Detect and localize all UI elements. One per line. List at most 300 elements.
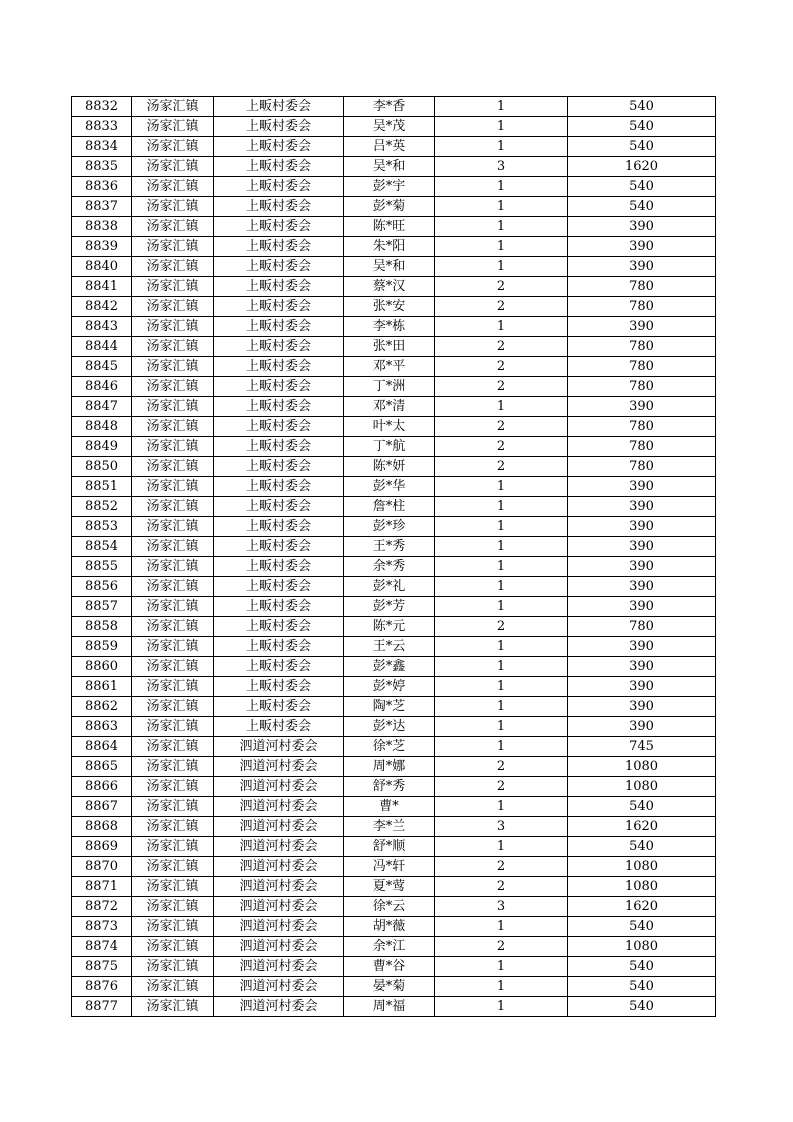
amount-cell: 780 <box>568 457 716 477</box>
row-number-cell: 8846 <box>72 377 132 397</box>
village-committee-cell: 泗道河村委会 <box>214 897 344 917</box>
village-committee-cell: 上畈村委会 <box>214 117 344 137</box>
table-row <box>72 597 716 617</box>
table-row <box>72 737 716 757</box>
town-cell: 汤家汇镇 <box>132 957 214 977</box>
row-number-cell: 8872 <box>72 897 132 917</box>
table-row <box>72 197 716 217</box>
count-cell: 2 <box>435 337 568 357</box>
town-cell: 汤家汇镇 <box>132 337 214 357</box>
amount-cell: 1080 <box>568 757 716 777</box>
count-cell: 1 <box>435 737 568 757</box>
amount-cell: 390 <box>568 717 716 737</box>
row-number-cell: 8863 <box>72 717 132 737</box>
count-cell: 2 <box>435 417 568 437</box>
name-cell: 彭*芳 <box>344 597 435 617</box>
table-row <box>72 177 716 197</box>
town-cell: 汤家汇镇 <box>132 837 214 857</box>
table-row <box>72 657 716 677</box>
town-cell: 汤家汇镇 <box>132 517 214 537</box>
village-committee-cell: 上畈村委会 <box>214 397 344 417</box>
table-row <box>72 637 716 657</box>
town-cell: 汤家汇镇 <box>132 997 214 1017</box>
village-committee-cell: 上畈村委会 <box>214 717 344 737</box>
village-committee-cell: 泗道河村委会 <box>214 997 344 1017</box>
amount-cell: 390 <box>568 497 716 517</box>
village-committee-cell: 上畈村委会 <box>214 357 344 377</box>
count-cell: 2 <box>435 297 568 317</box>
name-cell: 朱*阳 <box>344 237 435 257</box>
count-cell: 3 <box>435 897 568 917</box>
row-number-cell: 8866 <box>72 777 132 797</box>
count-cell: 1 <box>435 957 568 977</box>
amount-cell: 390 <box>568 517 716 537</box>
count-cell: 1 <box>435 257 568 277</box>
village-committee-cell: 上畈村委会 <box>214 597 344 617</box>
town-cell: 汤家汇镇 <box>132 197 214 217</box>
table-row <box>72 217 716 237</box>
name-cell: 吴*和 <box>344 157 435 177</box>
name-cell: 吕*英 <box>344 137 435 157</box>
row-number-cell: 8854 <box>72 537 132 557</box>
amount-cell: 540 <box>568 997 716 1017</box>
table-row <box>72 477 716 497</box>
row-number-cell: 8833 <box>72 117 132 137</box>
row-number-cell: 8834 <box>72 137 132 157</box>
town-cell: 汤家汇镇 <box>132 97 214 117</box>
name-cell: 徐*芝 <box>344 737 435 757</box>
table-row <box>72 557 716 577</box>
count-cell: 1 <box>435 97 568 117</box>
amount-cell: 540 <box>568 837 716 857</box>
count-cell: 2 <box>435 617 568 637</box>
amount-cell: 1080 <box>568 877 716 897</box>
amount-cell: 390 <box>568 317 716 337</box>
town-cell: 汤家汇镇 <box>132 697 214 717</box>
town-cell: 汤家汇镇 <box>132 977 214 997</box>
count-cell: 1 <box>435 657 568 677</box>
count-cell: 1 <box>435 177 568 197</box>
table-row <box>72 257 716 277</box>
amount-cell: 390 <box>568 677 716 697</box>
amount-cell: 540 <box>568 977 716 997</box>
row-number-cell: 8843 <box>72 317 132 337</box>
town-cell: 汤家汇镇 <box>132 717 214 737</box>
count-cell: 1 <box>435 577 568 597</box>
village-committee-cell: 泗道河村委会 <box>214 837 344 857</box>
row-number-cell: 8849 <box>72 437 132 457</box>
name-cell: 夏*莺 <box>344 877 435 897</box>
town-cell: 汤家汇镇 <box>132 117 214 137</box>
amount-cell: 540 <box>568 797 716 817</box>
town-cell: 汤家汇镇 <box>132 277 214 297</box>
name-cell: 周*娜 <box>344 757 435 777</box>
town-cell: 汤家汇镇 <box>132 657 214 677</box>
village-committee-cell: 泗道河村委会 <box>214 797 344 817</box>
name-cell: 蔡*汉 <box>344 277 435 297</box>
name-cell: 彭*菊 <box>344 197 435 217</box>
town-cell: 汤家汇镇 <box>132 457 214 477</box>
table-row <box>72 797 716 817</box>
name-cell: 丁*航 <box>344 437 435 457</box>
village-committee-cell: 上畈村委会 <box>214 297 344 317</box>
table-row <box>72 417 716 437</box>
row-number-cell: 8850 <box>72 457 132 477</box>
count-cell: 1 <box>435 497 568 517</box>
row-number-cell: 8862 <box>72 697 132 717</box>
amount-cell: 540 <box>568 137 716 157</box>
data-table <box>71 96 716 1017</box>
village-committee-cell: 泗道河村委会 <box>214 977 344 997</box>
count-cell: 1 <box>435 797 568 817</box>
table-row <box>72 697 716 717</box>
town-cell: 汤家汇镇 <box>132 357 214 377</box>
town-cell: 汤家汇镇 <box>132 497 214 517</box>
name-cell: 邓*清 <box>344 397 435 417</box>
town-cell: 汤家汇镇 <box>132 217 214 237</box>
count-cell: 1 <box>435 917 568 937</box>
name-cell: 吴*茂 <box>344 117 435 137</box>
table-row <box>72 337 716 357</box>
table-row <box>72 997 716 1017</box>
village-committee-cell: 泗道河村委会 <box>214 877 344 897</box>
name-cell: 舒*秀 <box>344 777 435 797</box>
name-cell: 彭*华 <box>344 477 435 497</box>
count-cell: 1 <box>435 697 568 717</box>
town-cell: 汤家汇镇 <box>132 377 214 397</box>
count-cell: 3 <box>435 817 568 837</box>
row-number-cell: 8868 <box>72 817 132 837</box>
village-committee-cell: 上畈村委会 <box>214 137 344 157</box>
row-number-cell: 8844 <box>72 337 132 357</box>
village-committee-cell: 泗道河村委会 <box>214 957 344 977</box>
name-cell: 王*秀 <box>344 537 435 557</box>
row-number-cell: 8836 <box>72 177 132 197</box>
count-cell: 1 <box>435 557 568 577</box>
name-cell: 邓*平 <box>344 357 435 377</box>
village-committee-cell: 上畈村委会 <box>214 257 344 277</box>
village-committee-cell: 上畈村委会 <box>214 577 344 597</box>
count-cell: 1 <box>435 237 568 257</box>
count-cell: 2 <box>435 777 568 797</box>
row-number-cell: 8835 <box>72 157 132 177</box>
row-number-cell: 8864 <box>72 737 132 757</box>
village-committee-cell: 上畈村委会 <box>214 657 344 677</box>
count-cell: 1 <box>435 717 568 737</box>
amount-cell: 390 <box>568 257 716 277</box>
village-committee-cell: 泗道河村委会 <box>214 917 344 937</box>
table-row <box>72 117 716 137</box>
amount-cell: 540 <box>568 917 716 937</box>
row-number-cell: 8861 <box>72 677 132 697</box>
name-cell: 舒*顺 <box>344 837 435 857</box>
name-cell: 徐*云 <box>344 897 435 917</box>
count-cell: 1 <box>435 677 568 697</box>
name-cell: 陶*芝 <box>344 697 435 717</box>
count-cell: 1 <box>435 197 568 217</box>
name-cell: 彭*鑫 <box>344 657 435 677</box>
table-row <box>72 97 716 117</box>
table-row <box>72 517 716 537</box>
name-cell: 彭*宇 <box>344 177 435 197</box>
row-number-cell: 8832 <box>72 97 132 117</box>
name-cell: 陈*妍 <box>344 457 435 477</box>
table-row <box>72 957 716 977</box>
town-cell: 汤家汇镇 <box>132 637 214 657</box>
row-number-cell: 8860 <box>72 657 132 677</box>
name-cell: 余*秀 <box>344 557 435 577</box>
table-body <box>72 97 716 1017</box>
table-row <box>72 817 716 837</box>
town-cell: 汤家汇镇 <box>132 597 214 617</box>
table-row <box>72 357 716 377</box>
town-cell: 汤家汇镇 <box>132 417 214 437</box>
name-cell: 曹*谷 <box>344 957 435 977</box>
table-row <box>72 237 716 257</box>
count-cell: 1 <box>435 477 568 497</box>
count-cell: 1 <box>435 117 568 137</box>
town-cell: 汤家汇镇 <box>132 317 214 337</box>
town-cell: 汤家汇镇 <box>132 677 214 697</box>
village-committee-cell: 泗道河村委会 <box>214 857 344 877</box>
village-committee-cell: 泗道河村委会 <box>214 737 344 757</box>
row-number-cell: 8870 <box>72 857 132 877</box>
village-committee-cell: 泗道河村委会 <box>214 777 344 797</box>
row-number-cell: 8873 <box>72 917 132 937</box>
amount-cell: 390 <box>568 577 716 597</box>
table-row <box>72 917 716 937</box>
amount-cell: 390 <box>568 537 716 557</box>
name-cell: 彭*婷 <box>344 677 435 697</box>
table-row <box>72 157 716 177</box>
row-number-cell: 8877 <box>72 997 132 1017</box>
name-cell: 陈*旺 <box>344 217 435 237</box>
count-cell: 3 <box>435 157 568 177</box>
count-cell: 2 <box>435 757 568 777</box>
row-number-cell: 8837 <box>72 197 132 217</box>
village-committee-cell: 上畈村委会 <box>214 377 344 397</box>
town-cell: 汤家汇镇 <box>132 797 214 817</box>
town-cell: 汤家汇镇 <box>132 557 214 577</box>
village-committee-cell: 上畈村委会 <box>214 217 344 237</box>
name-cell: 彭*珍 <box>344 517 435 537</box>
town-cell: 汤家汇镇 <box>132 537 214 557</box>
town-cell: 汤家汇镇 <box>132 617 214 637</box>
amount-cell: 540 <box>568 117 716 137</box>
count-cell: 1 <box>435 397 568 417</box>
town-cell: 汤家汇镇 <box>132 777 214 797</box>
town-cell: 汤家汇镇 <box>132 297 214 317</box>
village-committee-cell: 泗道河村委会 <box>214 817 344 837</box>
amount-cell: 390 <box>568 477 716 497</box>
village-committee-cell: 上畈村委会 <box>214 697 344 717</box>
row-number-cell: 8848 <box>72 417 132 437</box>
count-cell: 2 <box>435 437 568 457</box>
table-row <box>72 497 716 517</box>
table-row <box>72 897 716 917</box>
town-cell: 汤家汇镇 <box>132 437 214 457</box>
village-committee-cell: 上畈村委会 <box>214 557 344 577</box>
town-cell: 汤家汇镇 <box>132 937 214 957</box>
name-cell: 冯*轩 <box>344 857 435 877</box>
row-number-cell: 8842 <box>72 297 132 317</box>
name-cell: 李*香 <box>344 97 435 117</box>
count-cell: 1 <box>435 317 568 337</box>
village-committee-cell: 上畈村委会 <box>214 497 344 517</box>
count-cell: 2 <box>435 377 568 397</box>
village-committee-cell: 上畈村委会 <box>214 477 344 497</box>
name-cell: 詹*柱 <box>344 497 435 517</box>
table-row <box>72 277 716 297</box>
village-committee-cell: 上畈村委会 <box>214 457 344 477</box>
amount-cell: 390 <box>568 637 716 657</box>
table-row <box>72 537 716 557</box>
row-number-cell: 8852 <box>72 497 132 517</box>
village-committee-cell: 泗道河村委会 <box>214 757 344 777</box>
name-cell: 吴*和 <box>344 257 435 277</box>
row-number-cell: 8865 <box>72 757 132 777</box>
village-committee-cell: 上畈村委会 <box>214 417 344 437</box>
row-number-cell: 8839 <box>72 237 132 257</box>
name-cell: 余*江 <box>344 937 435 957</box>
town-cell: 汤家汇镇 <box>132 237 214 257</box>
table-row <box>72 317 716 337</box>
row-number-cell: 8840 <box>72 257 132 277</box>
town-cell: 汤家汇镇 <box>132 917 214 937</box>
village-committee-cell: 上畈村委会 <box>214 437 344 457</box>
amount-cell: 390 <box>568 597 716 617</box>
village-committee-cell: 上畈村委会 <box>214 637 344 657</box>
town-cell: 汤家汇镇 <box>132 897 214 917</box>
count-cell: 2 <box>435 277 568 297</box>
count-cell: 2 <box>435 857 568 877</box>
table-row <box>72 937 716 957</box>
village-committee-cell: 泗道河村委会 <box>214 937 344 957</box>
village-committee-cell: 上畈村委会 <box>214 97 344 117</box>
name-cell: 晏*菊 <box>344 977 435 997</box>
table-row <box>72 577 716 597</box>
count-cell: 1 <box>435 837 568 857</box>
amount-cell: 780 <box>568 617 716 637</box>
name-cell: 彭*礼 <box>344 577 435 597</box>
table-row <box>72 437 716 457</box>
town-cell: 汤家汇镇 <box>132 817 214 837</box>
amount-cell: 1080 <box>568 937 716 957</box>
amount-cell: 780 <box>568 417 716 437</box>
amount-cell: 1620 <box>568 897 716 917</box>
amount-cell: 390 <box>568 557 716 577</box>
count-cell: 2 <box>435 357 568 377</box>
row-number-cell: 8841 <box>72 277 132 297</box>
name-cell: 王*云 <box>344 637 435 657</box>
count-cell: 2 <box>435 457 568 477</box>
amount-cell: 1620 <box>568 157 716 177</box>
amount-cell: 780 <box>568 297 716 317</box>
amount-cell: 540 <box>568 957 716 977</box>
name-cell: 陈*元 <box>344 617 435 637</box>
amount-cell: 780 <box>568 277 716 297</box>
count-cell: 1 <box>435 637 568 657</box>
table-row <box>72 397 716 417</box>
town-cell: 汤家汇镇 <box>132 157 214 177</box>
village-committee-cell: 上畈村委会 <box>214 177 344 197</box>
name-cell: 张*安 <box>344 297 435 317</box>
village-committee-cell: 上畈村委会 <box>214 537 344 557</box>
row-number-cell: 8851 <box>72 477 132 497</box>
village-committee-cell: 上畈村委会 <box>214 237 344 257</box>
town-cell: 汤家汇镇 <box>132 737 214 757</box>
village-committee-cell: 上畈村委会 <box>214 517 344 537</box>
amount-cell: 780 <box>568 337 716 357</box>
count-cell: 1 <box>435 977 568 997</box>
row-number-cell: 8874 <box>72 937 132 957</box>
village-committee-cell: 上畈村委会 <box>214 337 344 357</box>
village-committee-cell: 上畈村委会 <box>214 277 344 297</box>
amount-cell: 390 <box>568 657 716 677</box>
row-number-cell: 8838 <box>72 217 132 237</box>
amount-cell: 1080 <box>568 777 716 797</box>
amount-cell: 780 <box>568 357 716 377</box>
row-number-cell: 8871 <box>72 877 132 897</box>
row-number-cell: 8857 <box>72 597 132 617</box>
table-row <box>72 677 716 697</box>
town-cell: 汤家汇镇 <box>132 877 214 897</box>
name-cell: 胡*薇 <box>344 917 435 937</box>
table-row <box>72 877 716 897</box>
amount-cell: 390 <box>568 397 716 417</box>
village-committee-cell: 上畈村委会 <box>214 197 344 217</box>
count-cell: 1 <box>435 517 568 537</box>
table-row <box>72 717 716 737</box>
count-cell: 1 <box>435 537 568 557</box>
row-number-cell: 8856 <box>72 577 132 597</box>
table-row <box>72 617 716 637</box>
name-cell: 周*福 <box>344 997 435 1017</box>
amount-cell: 540 <box>568 97 716 117</box>
amount-cell: 780 <box>568 377 716 397</box>
table-row <box>72 977 716 997</box>
row-number-cell: 8876 <box>72 977 132 997</box>
row-number-cell: 8869 <box>72 837 132 857</box>
table-row <box>72 777 716 797</box>
town-cell: 汤家汇镇 <box>132 137 214 157</box>
town-cell: 汤家汇镇 <box>132 477 214 497</box>
name-cell: 丁*洲 <box>344 377 435 397</box>
amount-cell: 540 <box>568 197 716 217</box>
name-cell: 李*兰 <box>344 817 435 837</box>
row-number-cell: 8847 <box>72 397 132 417</box>
town-cell: 汤家汇镇 <box>132 757 214 777</box>
amount-cell: 540 <box>568 177 716 197</box>
count-cell: 1 <box>435 597 568 617</box>
table-row <box>72 457 716 477</box>
name-cell: 李*栋 <box>344 317 435 337</box>
town-cell: 汤家汇镇 <box>132 577 214 597</box>
table-row <box>72 297 716 317</box>
name-cell: 叶*太 <box>344 417 435 437</box>
row-number-cell: 8859 <box>72 637 132 657</box>
amount-cell: 1080 <box>568 857 716 877</box>
count-cell: 2 <box>435 937 568 957</box>
amount-cell: 745 <box>568 737 716 757</box>
name-cell: 曹* <box>344 797 435 817</box>
town-cell: 汤家汇镇 <box>132 857 214 877</box>
table-row <box>72 137 716 157</box>
village-committee-cell: 上畈村委会 <box>214 677 344 697</box>
count-cell: 2 <box>435 877 568 897</box>
table-row <box>72 377 716 397</box>
town-cell: 汤家汇镇 <box>132 257 214 277</box>
